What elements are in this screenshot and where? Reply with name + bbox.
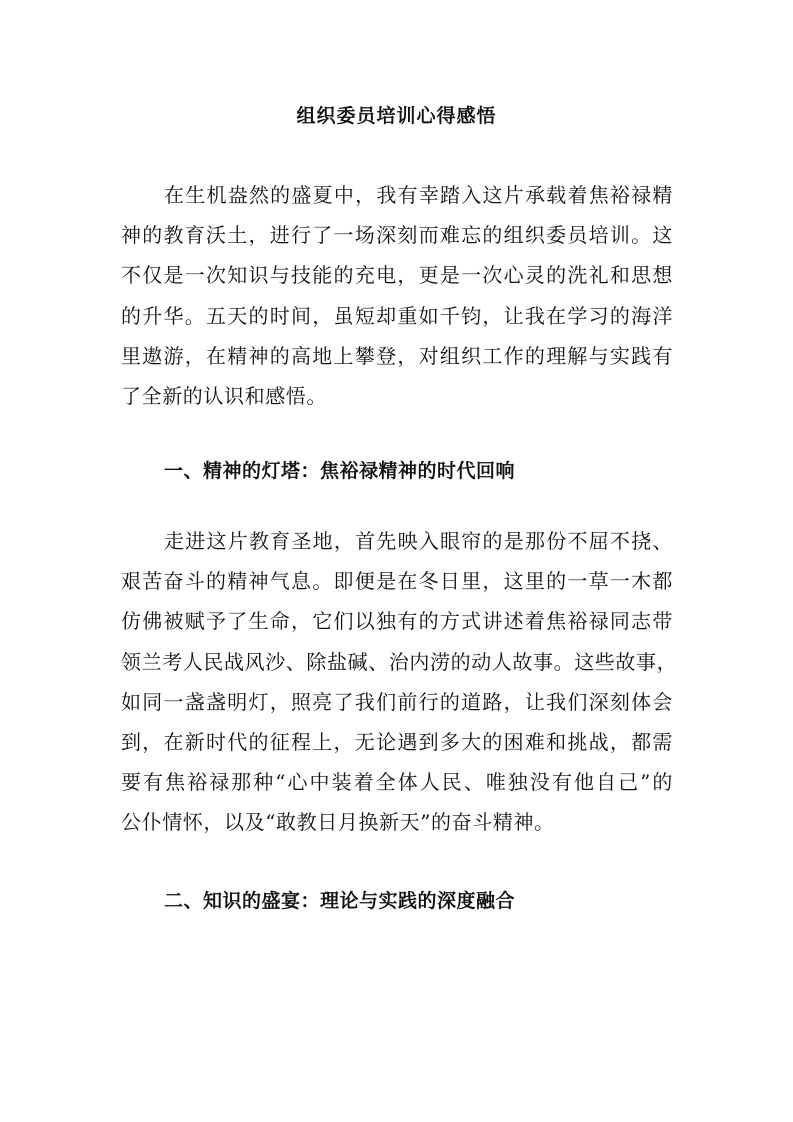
section-1-paragraph <box>121 521 678 843</box>
section-1-line-3: 仿佛被赋予了生命，它们以独有的方式讲述着焦裕禄同志带 <box>121 609 673 634</box>
section-1-line-1: 走进这片教育圣地，首先映入眼帘的是那份不屈不挠、 <box>164 529 673 553</box>
intro-line-1: 在生机盎然的盛夏中，我有幸踏入这片承载着焦裕禄精 <box>164 183 673 207</box>
intro-line-3: 不仅是一次知识与技能的充电，更是一次心灵的洗礼和思想 <box>121 263 673 288</box>
section-2-heading: 二、知识的盛宴：理论与实践的深度融合 <box>164 890 516 912</box>
section-1-line-6: 到，在新时代的征程上，无论遇到多大的困难和挑战，都需 <box>121 730 673 755</box>
intro-line-5: 里遨游，在精神的高地上攀登，对组织工作的理解与实践有 <box>121 343 673 368</box>
document-title: 组织委员培训心得感悟 <box>296 105 497 127</box>
section-1-line-4: 领兰考人民战风沙、除盐碱、治内涝的动人故事。这些故事， <box>121 649 678 674</box>
section-1-line-5: 如同一盏盏明灯，照亮了我们前行的道路，让我们深刻体会 <box>121 689 673 714</box>
intro-line-4: 的升华。五天的时间，虽短却重如千钧，让我在学习的海洋 <box>121 303 673 328</box>
intro-paragraph <box>121 175 673 416</box>
section-1-line-8: 公仆情怀，以及“敢教日月换新天”的奋斗精神。 <box>121 810 555 835</box>
section-1-line-2: 艰苦奋斗的精神气息。即便是在冬日里，这里的一草一木都 <box>121 569 673 594</box>
intro-line-2: 神的教育沃土，进行了一场深刻而难忘的组织委员培训。这 <box>121 223 673 248</box>
section-1-line-7: 要有焦裕禄那种“心中装着全体人民、唯独没有他自己”的 <box>121 770 673 795</box>
intro-line-6: 了全新的认识和感悟。 <box>121 384 327 409</box>
section-1-heading: 一、精神的灯塔：焦裕禄精神的时代回响 <box>164 460 516 482</box>
